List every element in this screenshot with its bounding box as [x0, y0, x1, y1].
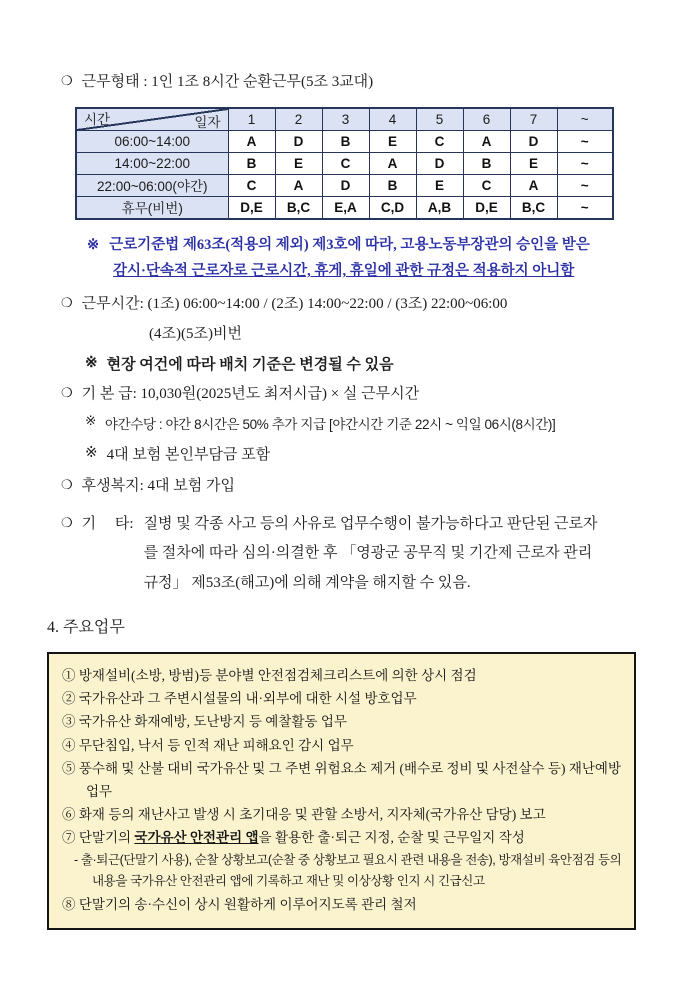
- duty-item: [62, 687, 624, 710]
- shift-cell: A: [228, 130, 275, 152]
- duty-text: 단말기의: [78, 830, 135, 846]
- night-pay-text: 야간수당 : 야간 8시간은 50% 추가 지급 [야간시간 기준 22시 ~ 익일 06시(8시간)]: [104, 417, 556, 433]
- work-hours-text: 근무시간: (1조) 06:00~14:00 / (2조) 14:00~22:00 / (3조) 22:00~06:00: [81, 295, 508, 312]
- duty-text: 화재 등의 재난사고 발생 시 초기대응 및 관할 소방서, 지자체(국가유산 담당) 보고: [78, 807, 546, 823]
- circle-bullet-icon: ❍: [61, 477, 73, 493]
- shift-cell: C: [416, 130, 463, 152]
- duty-item: [62, 757, 624, 803]
- shift-cell: E: [275, 152, 322, 174]
- circled-number: ④: [62, 737, 76, 753]
- shift-cell: D: [510, 130, 557, 152]
- duty-text: 무단침입, 낙서 등 인적 재난 피해요인 감시 업무: [78, 737, 354, 753]
- etc-text: 질병 및 각종 사고 등의 사유로 업무수행이 불가능하다고 판단된 근로자를 절차에 따라 심의·의결한 후 「영광군 공무직 및 기간제 근로자 관리 규정」 제53조(해고)에 의해 계약을 해지할 수 있음.: [143, 516, 598, 591]
- time-cell: 06:00~14:00: [76, 130, 228, 152]
- duty-item: [62, 664, 624, 687]
- shift-cell: ~: [557, 196, 613, 219]
- duty-text-emphasis: 국가유산 안전관리 앱: [134, 830, 259, 846]
- circled-number: ③: [62, 714, 76, 730]
- work-type-text: 근무형태 : 1인 1조 8시간 순환근무(5조 3교대): [81, 74, 374, 90]
- welfare-text: 후생복지: 4대 보험 가입: [81, 478, 235, 495]
- shift-cell: B,C: [275, 196, 322, 219]
- duty-text: 단말기의 송·수신이 상시 원활하게 이루어지도록 관리 철저: [78, 896, 417, 912]
- circled-number: ⑦: [62, 830, 76, 846]
- shift-cell: A,B: [416, 196, 463, 219]
- shift-cell: D: [275, 130, 322, 152]
- work-type-line: [61, 72, 636, 94]
- day-header: 6: [463, 108, 510, 131]
- time-cell: 22:00~06:00(야간): [76, 174, 228, 196]
- etc-label: 기 타:: [81, 516, 134, 533]
- day-header: 7: [510, 108, 557, 131]
- time-cell: 14:00~22:00: [76, 152, 228, 174]
- site-condition-text: 현장 여건에 따라 배치 기준은 변경될 수 있음: [106, 356, 394, 373]
- reference-mark-icon: ※: [85, 354, 98, 371]
- shift-cell: B: [463, 152, 510, 174]
- duty-text: 방재설비(소방, 방범)등 분야별 안전점검체크리스트에 의한 상시 점검: [78, 667, 477, 683]
- day-header: 5: [416, 108, 463, 131]
- duty-text: 을 활용한 출·퇴근 지정, 순찰 및 근무일지 작성: [258, 830, 525, 846]
- labor-law-note-line1: 근로기준법 제63조(적용의 제외) 제3호에 따라, 고용노동부장관의 승인을 받은: [109, 236, 590, 253]
- shift-cell: ~: [557, 152, 613, 174]
- table-row: [76, 174, 613, 196]
- shift-cell: A: [275, 174, 322, 196]
- day-header: 2: [275, 108, 322, 131]
- shift-cell: C: [322, 152, 369, 174]
- reference-mark-icon: ※: [87, 236, 100, 253]
- table-row: [76, 196, 613, 219]
- shift-cell: A: [463, 130, 510, 152]
- circled-number: ②: [62, 691, 76, 707]
- duties-heading: 4. 주요업무: [47, 618, 125, 636]
- duty-text: 국가유산 화재예방, 도난방지 등 예찰활동 업무: [78, 714, 347, 730]
- duty-text: 풍수해 및 산불 대비 국가유산 및 그 주변 위험요소 제거 (배수로 정비 및 사전살수 등) 재난예방 업무: [78, 760, 622, 800]
- circle-bullet-icon: ❍: [61, 384, 73, 400]
- duty-item: [62, 803, 624, 826]
- shift-schedule-table: [75, 107, 614, 220]
- etc-line: [61, 510, 636, 598]
- shift-cell: A: [510, 174, 557, 196]
- corner-label-day: 일자: [194, 114, 221, 130]
- duties-box: [47, 652, 636, 930]
- shift-cell: D,E: [463, 196, 510, 219]
- shift-cell: C: [228, 174, 275, 196]
- shift-cell: D: [322, 174, 369, 196]
- shift-cell: D: [416, 152, 463, 174]
- shift-cell: B: [228, 152, 275, 174]
- shift-cell: A: [369, 152, 416, 174]
- welfare-line: [61, 476, 636, 498]
- duty-sub-item: - 출·퇴근(단말기 사용), 순찰 상황보고(순찰 중 상황보고 필요시 관련 내용을 전송), 방재설비 육안점검 등의 내용을 국가유산 안전관리 앱에 기록하고 재난 및 이상상황 인지 시 긴급신고: [74, 852, 622, 889]
- labor-law-note-line2: 감시·단속적 근로자로 근로시간, 휴게, 휴일에 관한 규정은 적용하지 아니함: [113, 262, 575, 279]
- circle-bullet-icon: ❍: [61, 73, 73, 88]
- insurance-note: [85, 443, 636, 464]
- circle-bullet-icon: ❍: [61, 294, 73, 310]
- work-hours-line2: (4조)(5조)비번: [149, 325, 242, 342]
- shift-cell: C: [463, 174, 510, 196]
- day-header: 4: [369, 108, 416, 131]
- duty-text: 국가유산과 그 주변시설물의 내·외부에 대한 시설 방호업무: [78, 691, 417, 707]
- shift-cell: E: [416, 174, 463, 196]
- time-cell: 휴무(비번): [76, 196, 228, 219]
- duty-item-app: [62, 826, 624, 849]
- table-row: [76, 152, 613, 174]
- base-pay-text: 기 본 급: 10,030원(2025년도 최저시급) × 실 근무시간: [81, 385, 420, 402]
- shift-cell: E,A: [322, 196, 369, 219]
- circle-bullet-icon: ❍: [61, 515, 73, 531]
- shift-cell: E: [369, 130, 416, 152]
- shift-cell: B: [322, 130, 369, 152]
- labor-law-note: [47, 232, 636, 284]
- shift-cell: ~: [557, 130, 613, 152]
- duty-item: [62, 893, 624, 916]
- day-header: 1: [228, 108, 275, 131]
- day-header: 3: [322, 108, 369, 131]
- table-header-row: [76, 108, 613, 131]
- reference-mark-icon: ※: [85, 413, 96, 429]
- shift-cell: B,C: [510, 196, 557, 219]
- work-hours-line: [61, 294, 636, 316]
- site-condition-note: [85, 353, 636, 374]
- night-pay-note: [85, 413, 636, 433]
- circled-number: ⑤: [62, 760, 76, 776]
- table-corner-cell: [76, 108, 228, 131]
- insurance-note-text: 4대 보험 본인부담금 포함: [106, 447, 271, 464]
- shift-cell: ~: [557, 174, 613, 196]
- corner-label-time: 시간: [84, 111, 111, 127]
- shift-cell: E: [510, 152, 557, 174]
- day-header: ~: [557, 108, 613, 131]
- duty-item: [62, 734, 624, 757]
- shift-cell: C,D: [369, 196, 416, 219]
- circled-number: ⑥: [62, 807, 76, 823]
- shift-cell: D,E: [228, 196, 275, 219]
- shift-cell: B: [369, 174, 416, 196]
- base-pay-line: [61, 384, 636, 406]
- circled-number: ①: [62, 667, 76, 683]
- circled-number: ⑧: [62, 896, 76, 912]
- table-row: [76, 130, 613, 152]
- reference-mark-icon: ※: [85, 445, 98, 462]
- duty-item: [62, 710, 624, 733]
